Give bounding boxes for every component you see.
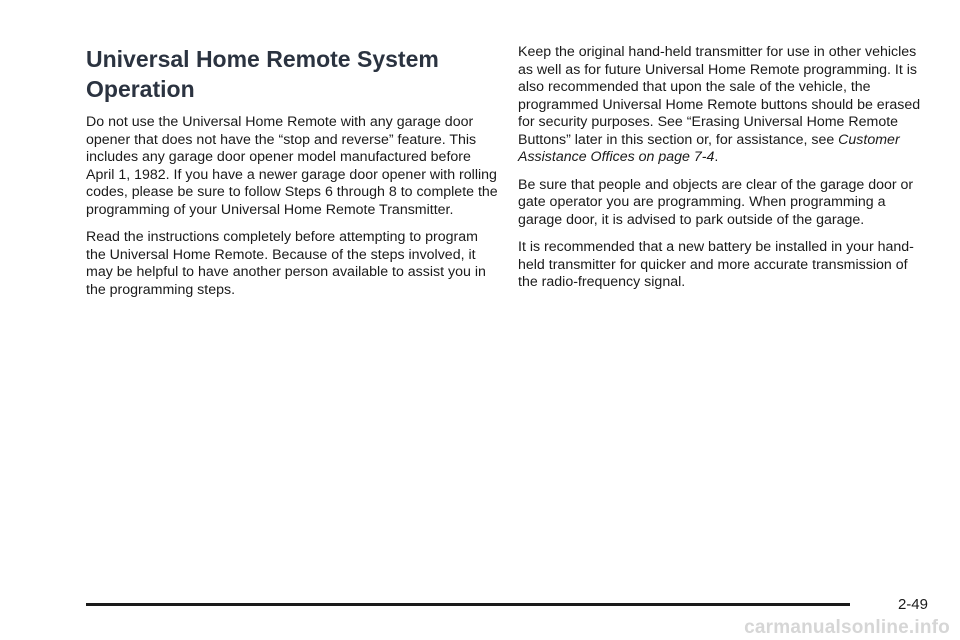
right-column	[518, 44, 930, 302]
footer-rule	[86, 603, 850, 606]
keep-transmitter-end: .	[714, 149, 719, 165]
paragraph-new-battery: It is recommended that a new battery be installed in your hand-held transmitter for quicker and more accurate transmission of the radio-frequency signal.	[518, 239, 914, 290]
watermark: carmanualsonline.info	[744, 617, 950, 638]
paragraph-clear-area: Be sure that people and objects are clear of the garage door or gate operator you are programming. When programming a garage door, it is advised to park outside of the garage.	[518, 176, 914, 228]
paragraph-read-instructions: Read the instructions completely before attempting to program the Universal Home Remote. Because of the steps involved, it may be helpful to have another person available to assist you in the programming steps.	[86, 229, 486, 298]
keep-transmitter-text: Keep the original hand-held transmitter for use in other vehicles as well as for future Universal Home Remote programming. It is also recommended that upon the sale of the vehicle, the programmed Universal Home Remote buttons should be erased for security purposes. See “Erasing Universal Home Remote Buttons” later in this section or, for assistance, see	[518, 44, 921, 148]
left-column	[86, 44, 498, 309]
customer-assistance-link[interactable]: Customer Assistance Offices on page 7-4	[518, 131, 900, 165]
page-number: 2-49	[897, 596, 928, 613]
paragraph-compatibility-warning: Do not use the Universal Home Remote with any garage door opener that does not have the “stop and reverse” feature. This includes any garage door opener model manufactured before April 1, 1982. If you have a newer garage door opener with rolling codes, please be sure to follow Steps 6 through 8 to complete the programming of your Universal Home Remote Transmitter.	[86, 114, 498, 218]
paragraph-keep-transmitter	[518, 44, 930, 167]
section-title: Universal Home Remote System Operation	[86, 46, 439, 102]
